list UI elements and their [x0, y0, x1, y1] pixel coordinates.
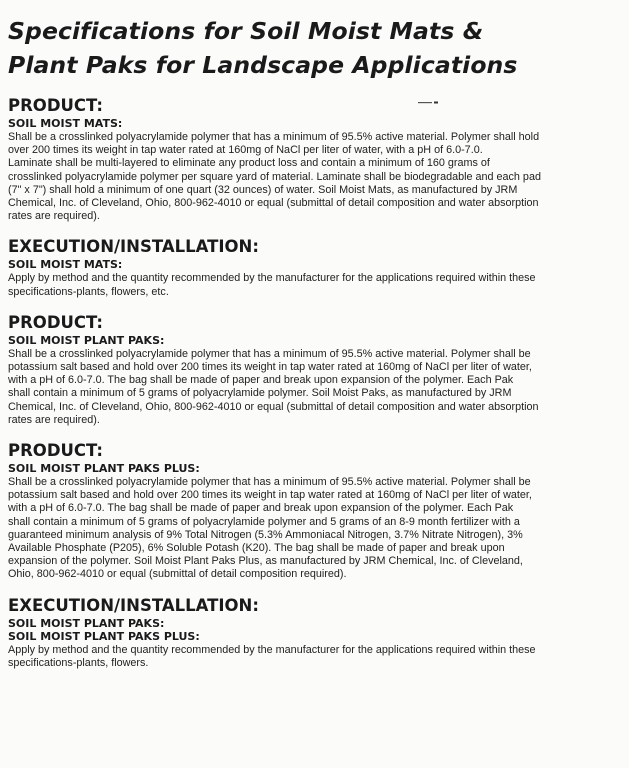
section-product-plant-paks [8, 313, 607, 427]
body-line: Available Phosphate (P205), 6% Soluble Potash (K20). The bag shall be made of paper and break upon [8, 542, 505, 555]
section-heading: PRODUCT: [8, 441, 103, 461]
section-execution-mats [8, 237, 607, 298]
body-line: expansion of the polymer. Soil Moist Plant Paks Plus, as manufactured by JRM Chemical, Inc. of Cleveland, [8, 555, 523, 568]
section-body [8, 272, 607, 298]
section-heading: PRODUCT: [8, 96, 103, 115]
body-line: Chemical, Inc. of Cleveland, Ohio, 800-962-4010 or equal (submittal of detail composition and water absorption [8, 400, 539, 413]
section-product-mats [8, 96, 607, 223]
body-line: Apply by method and the quantity recommended by the manufacturer for the applications required within these [8, 272, 536, 285]
scan-mark [418, 101, 440, 104]
section-heading: PRODUCT: [8, 312, 103, 332]
document-title [8, 14, 607, 82]
body-line: shall contain a minimum of 5 grams of polyacrylamide polymer. Soil Moist Paks, as manufactured by JRM [8, 387, 512, 400]
body-line: Shall be a crosslinked polyacrylamide polymer that has a minimum of 95.5% active material. Polymer shall be [8, 476, 531, 489]
section-heading: EXECUTION/INSTALLATION: [8, 237, 259, 257]
body-line: with a pH of 6.0-7.0. The bag shall be made of paper and break upon expansion of the polymer. Each Pak [8, 374, 514, 387]
section-product-plant-paks-plus [8, 441, 607, 582]
section-body [8, 476, 607, 582]
body-line: Apply by method and the quantity recommended by the manufacturer for the applications required within these [8, 643, 536, 656]
title-line: Specifications for Soil Moist Mats & [8, 17, 484, 45]
section-subheading: SOIL MOIST PLANT PAKS PLUS: [8, 462, 200, 476]
section-subheading: SOIL MOIST PLANT PAKS: [8, 616, 165, 630]
body-line: (7" x 7") shall hold a minimum of one quart (32 ounces) of water. Soil Moist Mats, as manufactured by JRM [8, 183, 518, 196]
body-line: with a pH of 6.0-7.0. The bag shall be made of paper and break upon expansion of the polymer. Each Pak [8, 502, 514, 515]
body-line: crosslinked polyacrylamide polymer per square yard of material. Laminate shall be biodegradable and each pad [8, 170, 541, 183]
body-line: specifications-plants, flowers, etc. [8, 285, 169, 298]
body-line: rates are required). [8, 210, 100, 223]
title-line: Plant Paks for Landscape Applications [8, 51, 518, 79]
body-line: Chemical, Inc. of Cleveland, Ohio, 800-962-4010 or equal (submittal of detail composition and water absorption [8, 197, 539, 210]
section-body [8, 131, 607, 223]
body-line: over 200 times its weight in tap water rated at 160mg of NaCl per liter of water, with a pH of 6.0-7.0. [8, 144, 483, 157]
section-execution-plant-paks [8, 596, 607, 670]
body-line: Shall be a crosslinked polyacrylamide polymer that has a minimum of 95.5% active material. Polymer shall be [8, 347, 531, 360]
body-line: Ohio, 800-962-4010 or equal (submittal of detail composition required). [8, 568, 347, 581]
body-line: Shall be a crosslinked polyacrylamide polymer that has a minimum of 95.5% active material. Polymer shall hold [8, 131, 540, 143]
body-line: Laminate shall be multi-layered to eliminate any product loss and contain a minimum of 160 grams of [8, 157, 490, 170]
body-line: rates are required). [8, 413, 100, 426]
section-body [8, 644, 607, 670]
body-line: guaranteed minimum analysis of 9% Total Nitrogen (5.3% Ammoniacal Nitrogen, 3.7% Nitrate Nitrogen), 3% [8, 528, 523, 541]
section-subheading: SOIL MOIST PLANT PAKS: [8, 333, 165, 347]
section-heading: EXECUTION/INSTALLATION: [8, 595, 259, 615]
section-subheading: SOIL MOIST MATS: [8, 258, 123, 272]
section-subheading: SOIL MOIST PLANT PAKS PLUS: [8, 629, 200, 643]
section-body [8, 348, 607, 427]
section-subheading: SOIL MOIST MATS: [8, 117, 123, 130]
body-line: potassium salt based and hold over 200 times its weight in tap water rated at 160mg of NaCl per liter of water, [8, 489, 532, 502]
body-line: potassium salt based and hold over 200 times its weight in tap water rated at 160mg of NaCl per liter of water, [8, 361, 532, 374]
body-line: shall contain a minimum of 5 grams of polyacrylamide polymer and 5 grams of an 8-9 month fertilizer with a [8, 515, 520, 528]
body-line: specifications-plants, flowers. [8, 656, 149, 669]
